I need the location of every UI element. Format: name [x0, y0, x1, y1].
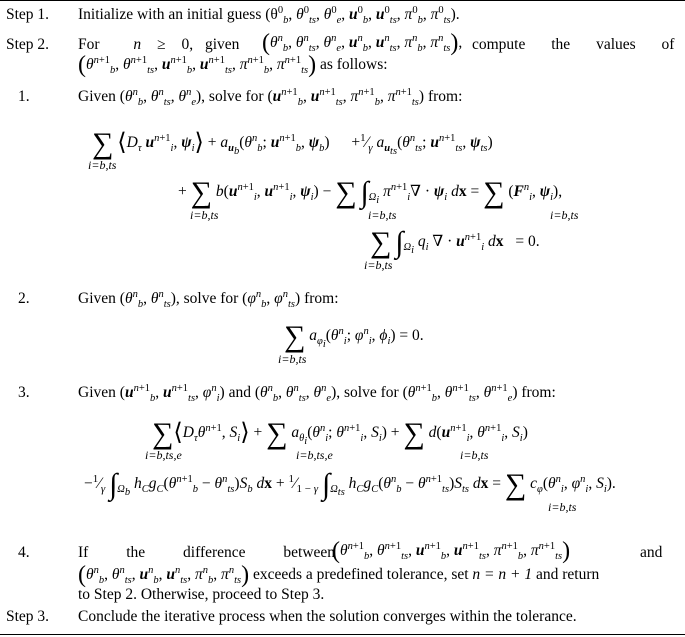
substep-4-the: the	[126, 544, 146, 561]
eq1-sum2-limit: i=b,ts	[190, 208, 219, 222]
step-1-text: Initialize with an initial guess ($\theta^0_b$, $\theta^0_{ts}$, $\theta^0_e$, $u^0_b$, $u^0_{ts}$, $\pi^0_b$, $\pi^0_{ts}$).	[78, 4, 460, 27]
substep-3-number: 3.	[18, 384, 30, 401]
step-2-compute-words	[472, 36, 674, 54]
eq3-sum3-limit: i=b,ts	[460, 448, 489, 462]
substep-3-and: and	[228, 384, 251, 401]
substep-1-from: from:	[427, 88, 463, 105]
eq1-sum5-limit: i=b,ts	[364, 258, 393, 272]
step-1-label: Step 1.	[6, 6, 50, 23]
substep-4-set-eq: n = n + 1	[472, 566, 533, 583]
eq3-line1: $\sum⟨D_\tau\theta^{n+1}$, $S_i⟩$ + ∑ $a_{\theta_i}(\theta^n_i$; $\theta^{n+1}_i$, $S_i$) + ∑ $d(u^{n+1}_i$, $\theta^{n+1}_i$, $S_i$)	[152, 417, 528, 450]
eq1-line3: ∑ $\int_{\Omega_i}$ $q_i$ ∇ · $u^{n+1}_i$ dx = 0.	[370, 226, 540, 259]
eq2-sum-limit: i=b,ts	[278, 352, 307, 366]
substep-4-line3: to Step 2. Otherwise, proceed to Step 3.	[78, 586, 325, 603]
eq1-sum4-limit: i=b,ts	[550, 208, 579, 222]
eq1-line1: ∑ $⟨D_\tau$ $u^{n+1}_i$, $\psi_i⟩ + a_{u_b}(\theta^n_b$; $u^{n+1}_b$, $\psi_b$) $+^1⁄_\gamma$ $a_{u_{ts}}(\theta^n_{ts}$; $u^{n+1}_{ts}$, $\psi_{ts}$)	[92, 127, 493, 160]
step-2-geq: ≥	[157, 36, 166, 53]
substep-4-difference: difference	[183, 544, 246, 561]
eq2: ∑ $a_{\varphi_i}(\theta^n_i$; $\varphi^n_i$, $\phi_i) = 0$.	[284, 320, 424, 353]
substep-4-between: between	[283, 544, 336, 561]
eq1-sum3-limit: i=b,ts	[368, 208, 397, 222]
substep-1-intro: Given ($\theta^n_b$, $\theta^n_{ts}$, $\theta^n_e$), solve for ($u^{n+1}_b$, $u^{n+1}_{ts}$, $\pi^{n+1}_b$, $\pi^{n+1}_{ts}$) from:	[78, 86, 463, 109]
substep-1-given: Given	[78, 88, 116, 105]
step-2-zero: 0,	[181, 36, 194, 53]
substep-2-solve-for: , solve for	[175, 290, 239, 307]
top-rule	[0, 0, 685, 1]
step-1-text-main: Initialize with an initial guess (θ	[78, 6, 278, 23]
substep-2-number: 2.	[18, 290, 30, 307]
step-2-n: n	[133, 36, 142, 53]
substep-2-intro: Given ($\theta^n_b$, $\theta^n_{ts}$), solve for ($\varphi^n_b$, $\varphi^n_{ts}$) from:	[78, 288, 339, 311]
step-2-compute: compute	[472, 36, 526, 53]
substep-1-number: 1.	[18, 88, 30, 105]
eq3-sum4-limit: i=b,ts	[548, 500, 577, 514]
step-2-as-follows: as follows:	[319, 56, 388, 73]
step-2-of: of	[661, 36, 675, 53]
eq3-sum2-limit: i=b,ts,e	[296, 448, 333, 462]
substep-1-solve-for: , solve for	[201, 88, 264, 105]
eq3-sum1-limit: i=b,ts,e	[145, 448, 182, 462]
step-3-label: Step 3.	[6, 608, 50, 625]
substep-2-given: Given	[78, 290, 116, 307]
step-2-label: Step 2.	[6, 36, 50, 53]
step-2-values: values	[596, 36, 636, 53]
substep-2-from: from:	[304, 290, 339, 307]
substep-4-line1-words	[78, 544, 335, 562]
substep-4-line2: ($\theta^n_b$, $\theta^n_{ts}$, $u^n_b$, $u^n_{ts}$, $\pi^n_b$, $\pi^n_{ts}$) exceeds a predefined tolerance, set n = n + 1 and return	[78, 562, 600, 588]
substep-4-return: and return	[535, 566, 600, 583]
step-2-the: the	[551, 36, 571, 53]
substep-4-number: 4.	[18, 544, 30, 561]
substep-4-exceeds: exceeds a predefined tolerance, set	[252, 566, 469, 583]
substep-3-from: from:	[521, 384, 556, 401]
substep-4-if: If	[78, 544, 89, 561]
eq1-line2: + ∑ $b(u^{n+1}_i$, $u^{n+1}_i$, $\psi_i$) − ∑ $\int_{\Omega_i}$ $\pi^{n+1}_i\nabla \cdot \psi_i$ dx = ∑ ($F^n_i$, $\psi_i$),	[178, 176, 563, 209]
bottom-rule	[0, 634, 685, 635]
substep-4-tuple1: ($\theta^{n+1}_b$, $\theta^{n+1}_{ts}$, $u^{n+1}_b$, $u^{n+1}_{ts}$, $\pi^{n+1}_b$, $\pi^{n+1}_{ts}$)	[332, 538, 571, 564]
step-3-text: Conclude the iterative process when the solution converges within the tolerance.	[78, 608, 577, 625]
eq3-line2: $-^1⁄_\gamma$ $\int_{\Omega_b}$ $h_Cg_C(\theta^{n+1}_b - \theta^n_{ts})S_b$ dx + $^1⁄_{1 - \gamma}$ $\int_{\Omega_{ts}}$ $h_Cg_C(\theta^n_b - \theta^{n+1}_{ts})S_{ts}$ dx = ∑ $c_\varphi(\theta^n_i$, $\varphi^n_i$, $S_i$).	[84, 468, 616, 501]
substep-4-and: and	[640, 544, 663, 561]
step-2-tuple: ($\theta^n_b$, $\theta^n_{ts}$, $\theta^n_e$, $u^n_b$, $u^n_{ts}$, $\pi^n_b$, $\pi^n_{ts}$),	[262, 30, 463, 56]
step-2-for: For	[78, 36, 100, 53]
substep-3-given: Given	[78, 384, 116, 401]
substep-3-intro: Given ($u^{n+1}_b$, $u^{n+1}_{ts}$, $\varphi^n_i$) and ($\theta^n_b$, $\theta^n_{ts}$, $\theta^n_e$), solve for ($\theta^{n+1}_b$, $\theta^{n+1}_{ts}$, $\theta^{n+1}_e$) from:	[78, 382, 556, 405]
eq1-sum1-limit: i=b,ts	[88, 158, 117, 172]
substep-3-solve-for: , solve for	[336, 384, 399, 401]
step-2-line2: ($\theta^{n+1}_b$, $\theta^{n+1}_{ts}$, $u^{n+1}_b$, $u^{n+1}_{ts}$, $\pi^{n+1}_b$, $\pi^{n+1}_{ts}$) as follows:	[78, 52, 388, 78]
step-2-given: given	[204, 36, 240, 53]
